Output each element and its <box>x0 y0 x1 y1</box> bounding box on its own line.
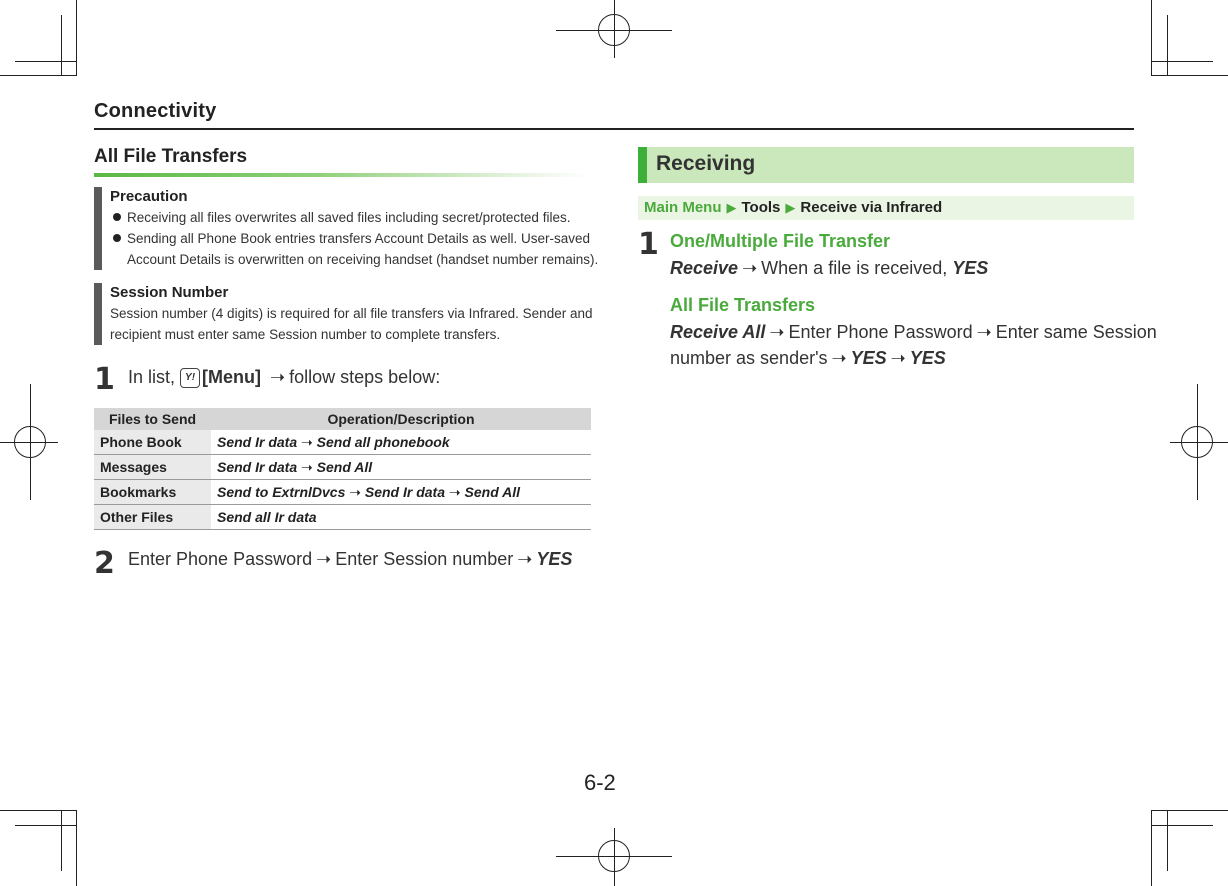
receive-desc: When a file is received, <box>761 258 948 278</box>
session-note <box>94 283 600 345</box>
operation-cell: Send all Ir data <box>211 505 591 530</box>
step2-part: Enter Phone Password <box>128 549 313 569</box>
file-type-cell: Phone Book <box>94 430 211 455</box>
step-number: 2 <box>94 546 115 581</box>
receive-all-line-2 <box>670 348 946 369</box>
arrow-icon: ➝ <box>769 322 785 342</box>
menu-softkey: [Menu] <box>202 367 262 387</box>
step2-yes: YES <box>536 549 573 569</box>
receive-all-line <box>670 322 1157 343</box>
step1-prefix: In list, <box>128 367 176 387</box>
file-type-cell: Messages <box>94 455 211 480</box>
header-rule <box>94 128 1134 130</box>
operation-cell: Send to ExtrnlDvcs ➝ Send Ir data ➝ Send All <box>211 480 591 505</box>
receiving-header <box>638 147 1134 183</box>
section-title: Connectivity <box>94 100 217 122</box>
breadcrumb-item: Receive via Infrared <box>800 199 943 216</box>
breadcrumb-item: Tools <box>741 199 781 216</box>
breadcrumb <box>638 196 1134 220</box>
header-accent-bar <box>638 147 647 183</box>
table-header: Operation/Description <box>211 408 591 430</box>
receive-all-desc: Enter same Session <box>995 322 1157 342</box>
arrow-icon: ➝ <box>976 322 992 342</box>
precaution-bullet: Sending all Phone Book entries transfers Account Details as well. User-saved <box>110 228 600 249</box>
breadcrumb-root: Main Menu <box>644 199 722 216</box>
arrow-icon: ➝ <box>517 549 533 569</box>
file-type-cell: Other Files <box>94 505 211 530</box>
operation-cell: Send Ir data ➝ Send All <box>211 455 591 480</box>
session-line: Session number (4 digits) is required for all file transfers via Infrared. Sender and <box>110 306 593 321</box>
heading-gradient-rule <box>94 173 590 177</box>
subheading-one-multiple: One/Multiple File Transfer <box>670 231 891 251</box>
operation-cell: Send Ir data ➝ Send all phonebook <box>211 430 591 455</box>
arrow-icon: ➝ <box>742 258 758 278</box>
table-row <box>94 480 591 505</box>
page-number: 6-2 <box>584 770 616 795</box>
receive-command: Receive <box>670 258 739 278</box>
triangle-right-icon: ▶ <box>785 200 796 215</box>
step-number: 1 <box>94 362 115 397</box>
step2-text <box>128 549 572 570</box>
subheading-all-file: All File Transfers <box>670 295 816 315</box>
receive-yes: YES <box>952 258 989 278</box>
file-operations-table <box>94 408 591 530</box>
receiving-title: Receiving <box>656 152 756 175</box>
precaution-title: Precaution <box>110 188 188 205</box>
receive-all-yes: YES <box>850 348 887 368</box>
table-row <box>94 505 591 530</box>
table-header: Files to Send <box>94 408 211 430</box>
all-file-transfers-heading: All File Transfers <box>94 146 248 167</box>
step1-text <box>128 367 440 388</box>
session-line: recipient must enter same Session number to complete transfers. <box>110 327 501 342</box>
arrow-icon: ➝ <box>316 549 332 569</box>
triangle-right-icon: ▶ <box>726 200 737 215</box>
precaution-note <box>94 187 600 270</box>
receive-all-desc: Enter Phone Password <box>788 322 973 342</box>
receive-all-command: Receive All <box>670 322 766 342</box>
step-number: 1 <box>638 227 659 262</box>
receive-line <box>670 258 988 279</box>
table-row <box>94 455 591 480</box>
arrow-icon: ➝ <box>890 348 906 368</box>
receive-all-desc: number as sender's <box>670 348 828 368</box>
file-type-cell: Bookmarks <box>94 480 211 505</box>
table-row <box>94 430 591 455</box>
precaution-continuation: Account Details is overwritten on receiving handset (handset number remains). <box>127 252 599 267</box>
precaution-bullet: Receiving all files overwrites all saved files including secret/protected files. <box>110 207 600 228</box>
step2-part: Enter Session number <box>335 549 514 569</box>
receive-all-yes: YES <box>909 348 946 368</box>
arrow-icon: ➝ <box>831 348 847 368</box>
session-title: Session Number <box>110 284 229 301</box>
arrow-icon: ➝ <box>270 367 286 387</box>
step1-suffix: follow steps below: <box>289 367 441 387</box>
yahoo-key-icon: Y! <box>180 368 200 388</box>
